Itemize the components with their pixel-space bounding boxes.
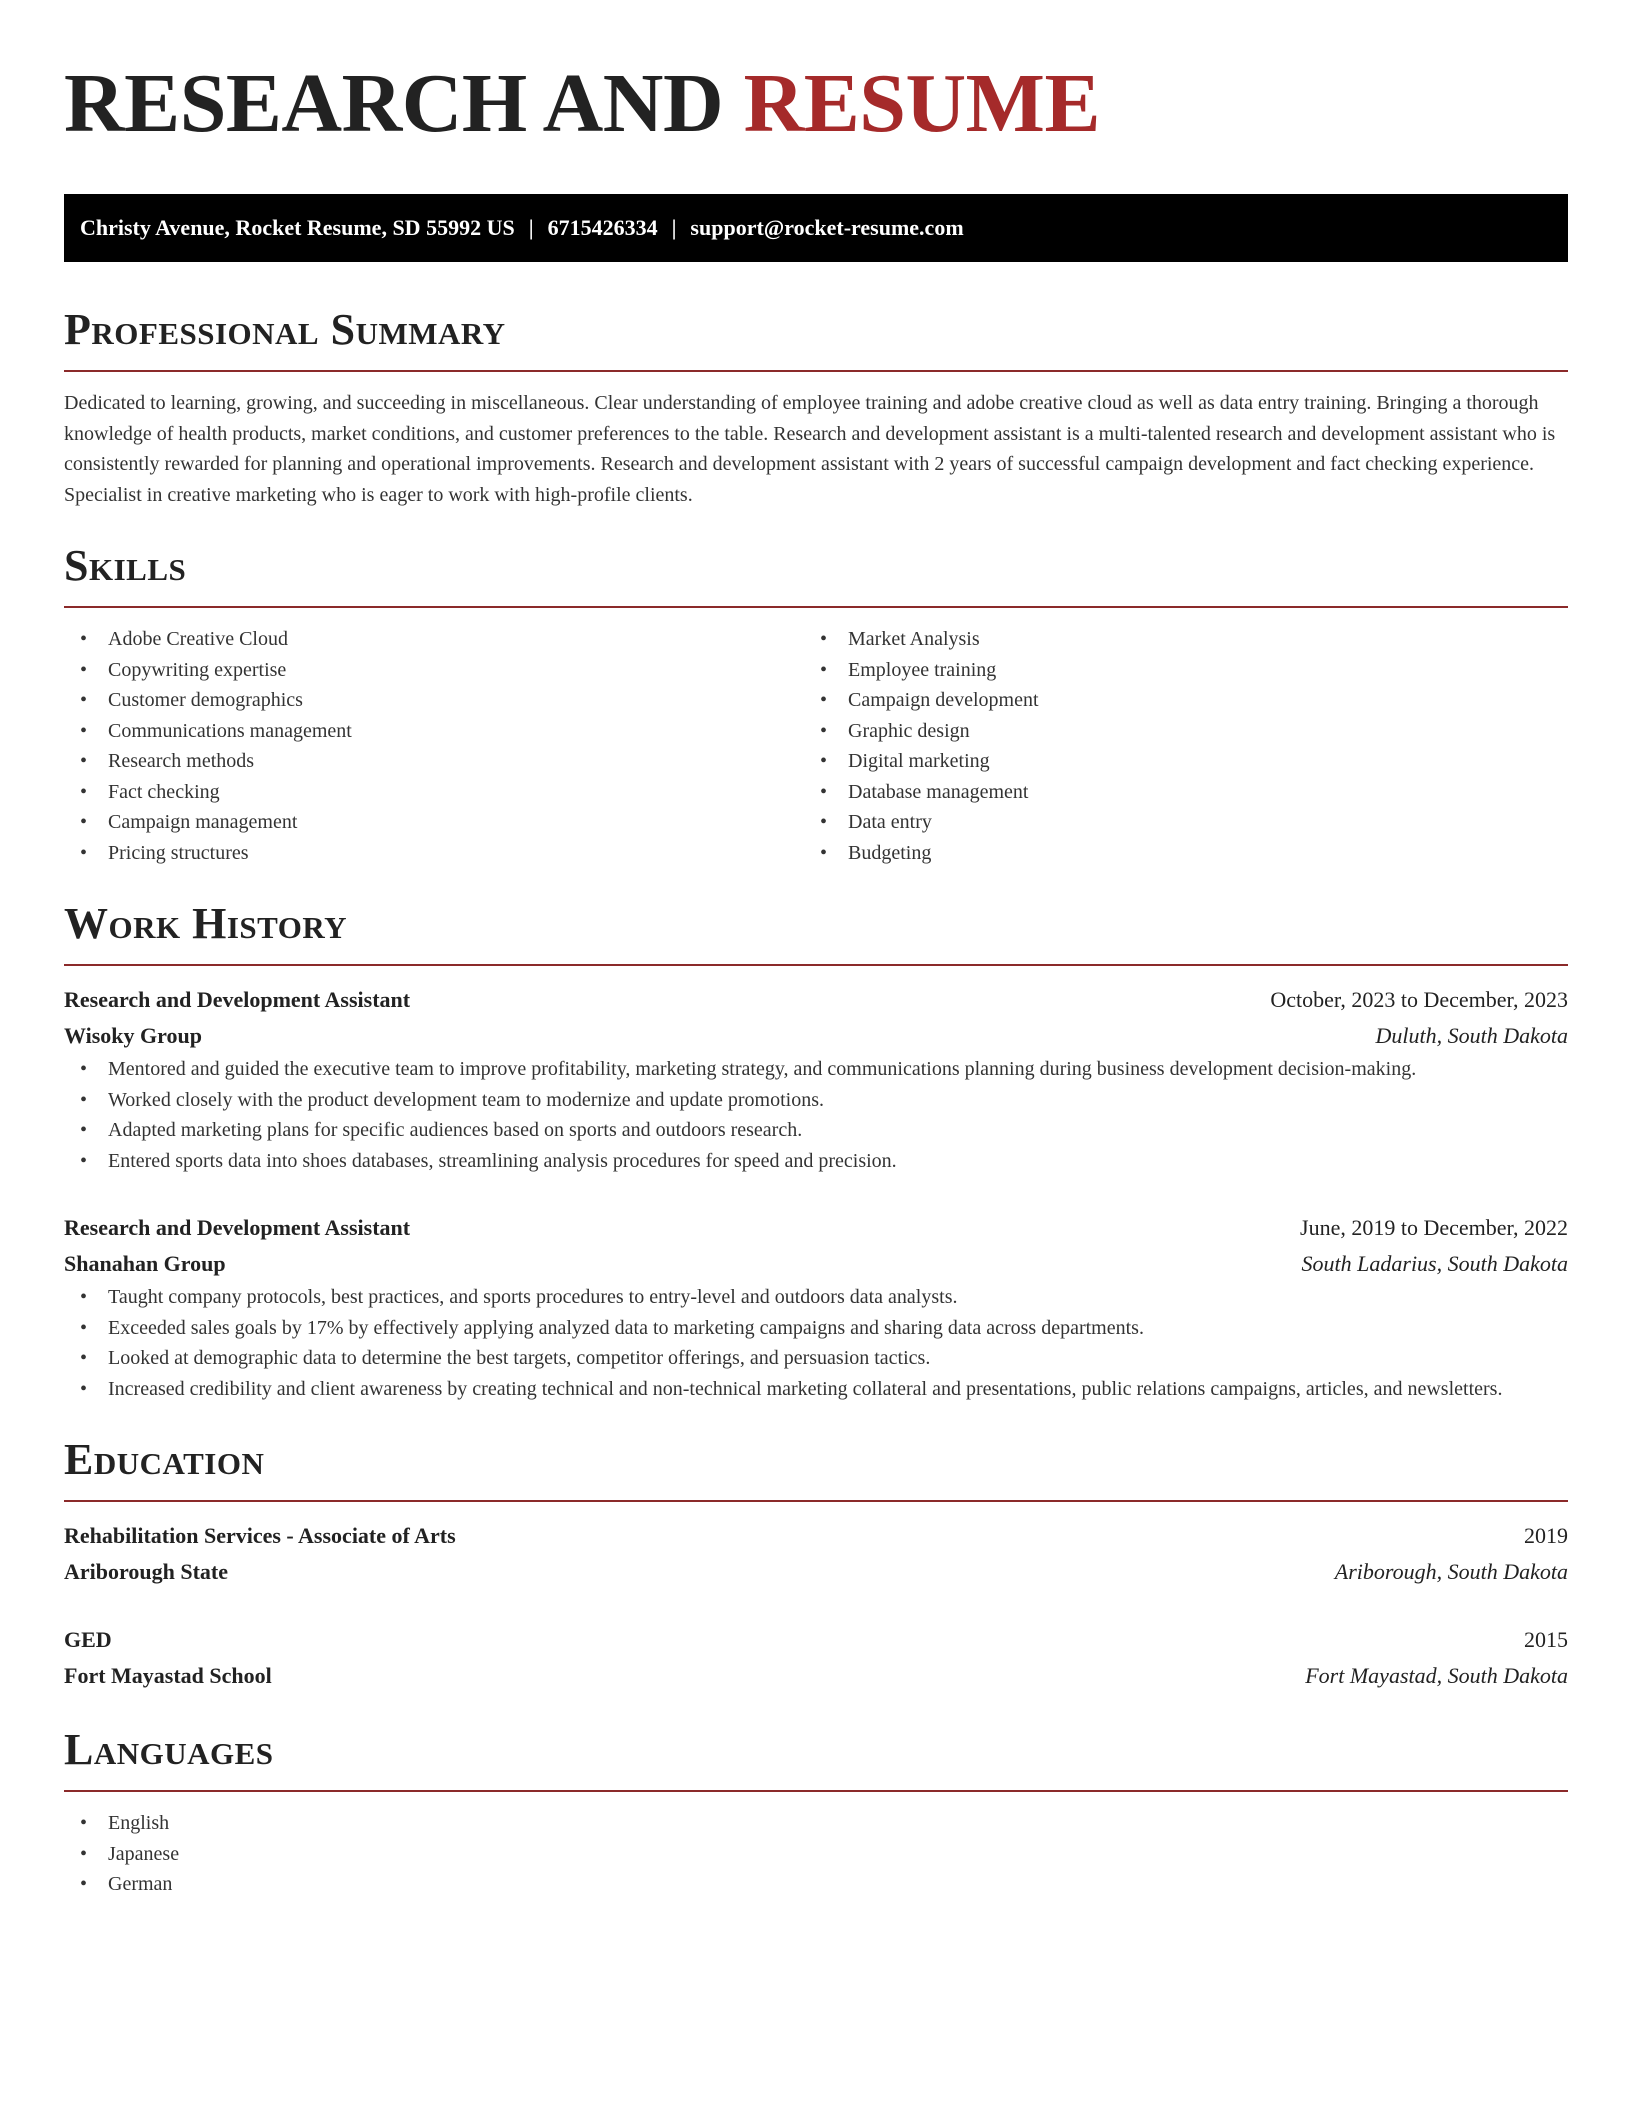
education-degree: Rehabilitation Services - Associate of Arts [64, 1523, 456, 1548]
resume-name [64, 56, 1568, 152]
name-accent-part: RESUME [743, 57, 1100, 150]
bullet-icon: • [80, 719, 88, 742]
bullet-icon: • [820, 841, 828, 864]
job-bullet [64, 1374, 1568, 1405]
skill-item [804, 655, 1544, 686]
job-company: Wisoky Group [64, 1023, 202, 1048]
language-item-text: German [108, 1873, 173, 1895]
skill-item-text: Employee training [848, 658, 997, 681]
job-bullet-text: Worked closely with the product development team to modernize and update promotions. [108, 1088, 824, 1111]
language-item-text: Japanese [108, 1842, 180, 1865]
skill-item [804, 807, 1544, 838]
education-location: Fort Mayastad, South Dakota [1305, 1663, 1568, 1688]
language-item [64, 1839, 1568, 1870]
section-title-skills: Skills [64, 541, 187, 590]
bullet-icon: • [820, 658, 828, 681]
education-degree: GED [64, 1627, 112, 1652]
skill-item-text: Adobe Creative Cloud [108, 628, 288, 650]
skill-item-text: Budgeting [848, 841, 932, 864]
bullet-icon: • [80, 1088, 88, 1111]
language-item [64, 1869, 1568, 1900]
skill-item-text: Copywriting expertise [108, 658, 287, 681]
job-header-row [64, 1210, 1568, 1246]
skill-item [804, 777, 1544, 808]
bullet-icon: • [80, 841, 88, 864]
skill-item [804, 838, 1544, 869]
bullet-icon: • [820, 628, 828, 650]
bullet-icon: • [80, 1119, 88, 1141]
bullet-icon: • [80, 1149, 88, 1172]
bullet-icon: • [80, 780, 88, 803]
bullet-icon: • [820, 719, 828, 742]
skill-item-text: Research methods [108, 750, 255, 772]
skill-item [804, 685, 1544, 716]
education-entry [64, 1622, 1568, 1694]
skill-item-text: Database management [848, 780, 1029, 803]
name-dark-part: RESEARCH AND [64, 57, 744, 150]
education-degree-row [64, 1622, 1568, 1658]
section-divider [64, 606, 1568, 608]
job-company-row [64, 1246, 1568, 1282]
contact-phone[interactable]: 6715426334 [547, 215, 658, 240]
bullet-icon: • [820, 811, 828, 833]
section-divider [64, 1500, 1568, 1502]
job-role: Research and Development Assistant [64, 987, 411, 1012]
skill-item [804, 716, 1544, 747]
bullet-icon: • [80, 1058, 88, 1080]
contact-bar [64, 194, 1568, 262]
education-degree-row [64, 1518, 1568, 1554]
bullet-icon: • [80, 1842, 88, 1865]
skill-item-text: Campaign development [848, 689, 1039, 711]
skill-item [64, 838, 804, 869]
job-bullets [64, 1054, 1568, 1176]
skill-item-text: Data entry [848, 811, 932, 833]
section-title-languages: Languages [64, 1725, 274, 1774]
job-bullet [64, 1115, 1568, 1146]
bullet-icon: • [820, 689, 828, 711]
education-year: 2019 [1524, 1523, 1568, 1548]
bullet-icon: • [80, 658, 88, 681]
skills-grid [64, 624, 1568, 868]
education-entry [64, 1518, 1568, 1590]
job-bullet [64, 1146, 1568, 1177]
skills-column-left [64, 624, 804, 868]
bullet-icon: • [80, 811, 88, 833]
job-bullet-text: Entered sports data into shoes databases, streamlining analysis procedures for speed and precision. [108, 1149, 897, 1172]
job-bullet-text: Exceeded sales goals by 17% by effectively applying analyzed data to marketing campaigns and sharing data across departments. [108, 1316, 1144, 1339]
bullet-icon: • [80, 1286, 88, 1308]
education-school: Ariborough State [64, 1559, 228, 1584]
bullet-icon: • [80, 1377, 88, 1400]
language-item-text: English [108, 1812, 170, 1834]
section-title-work: Work History [64, 899, 348, 948]
job-bullets [64, 1282, 1568, 1404]
job-dates: October, 2023 to December, 2023 [1270, 987, 1568, 1012]
contact-separator: | [671, 215, 677, 240]
job-bullet [64, 1085, 1568, 1116]
summary-text: Dedicated to learning, growing, and succeeding in miscellaneous. Clear understanding of employee training and adobe creative cloud as well as data entry training. Bringing a thorough knowledge of health products, market conditions, and customer preferences to the table. Research and development assistant is a multi-talented research and development assistant who is consistently rewarded for planning and operational improvements. Research and development assistant with 2 years of successful campaign development and fact checking experience. Specialist in creative marketing who is eager to work with high-profile clients. [64, 392, 1556, 506]
bullet-icon: • [820, 750, 828, 772]
job-bullet-text: Increased credibility and client awareness by creating technical and non-technical marketing collateral and presentations, public relations campaigns, articles, and newsletters. [108, 1377, 1503, 1400]
skill-item [64, 716, 804, 747]
job-dates: June, 2019 to December, 2022 [1300, 1215, 1568, 1240]
skill-item [64, 624, 804, 655]
skill-item [804, 746, 1544, 777]
skill-item [804, 624, 1544, 655]
bullet-icon: • [80, 1316, 88, 1339]
skill-item [64, 655, 804, 686]
section-divider [64, 1790, 1568, 1792]
skill-item-text: Graphic design [848, 719, 970, 742]
skill-item-text: Fact checking [108, 780, 220, 803]
language-item [64, 1808, 1568, 1839]
job-bullet-text: Taught company protocols, best practices, and sports procedures to entry-level and outdoors data analysts. [108, 1286, 958, 1308]
job-header-row [64, 982, 1568, 1018]
skill-item-text: Campaign management [108, 811, 298, 833]
job-bullet [64, 1343, 1568, 1374]
contact-separator: | [528, 215, 534, 240]
skill-item-text: Market Analysis [848, 628, 980, 650]
job-bullet-text: Looked at demographic data to determine the best targets, competitor offerings, and persuasion tactics. [108, 1347, 931, 1369]
contact-email[interactable]: support@rocket-resume.com [690, 215, 964, 240]
bullet-icon: • [80, 1347, 88, 1369]
job-bullet-text: Adapted marketing plans for specific audiences based on sports and outdoors research. [108, 1119, 803, 1141]
education-school-row [64, 1554, 1568, 1590]
bullet-icon: • [80, 628, 88, 650]
job-bullet [64, 1054, 1568, 1085]
skill-item [64, 685, 804, 716]
section-title-summary: Professional Summary [64, 305, 506, 354]
contact-address: Christy Avenue, Rocket Resume, SD 55992 US [80, 215, 515, 240]
education-year: 2015 [1524, 1627, 1568, 1652]
languages-list [64, 1808, 1568, 1900]
job-bullet-text: Mentored and guided the executive team to improve profitability, marketing strategy, and communications planning during business development decision-making. [108, 1058, 1417, 1080]
job-location: South Ladarius, South Dakota [1301, 1251, 1568, 1276]
skill-item-text: Digital marketing [848, 750, 990, 772]
bullet-icon: • [820, 780, 828, 803]
job-entry [64, 1210, 1568, 1404]
section-divider [64, 964, 1568, 966]
job-bullet [64, 1313, 1568, 1344]
skill-item [64, 746, 804, 777]
education-section [64, 1434, 1568, 1694]
bullet-icon: • [80, 1812, 88, 1834]
bullet-icon: • [80, 689, 88, 711]
education-school: Fort Mayastad School [64, 1663, 272, 1688]
education-school-row [64, 1658, 1568, 1694]
job-company-row [64, 1018, 1568, 1054]
skill-item [64, 807, 804, 838]
skill-item [64, 777, 804, 808]
skills-section [64, 540, 1568, 868]
education-location: Ariborough, South Dakota [1334, 1559, 1568, 1584]
job-location: Duluth, South Dakota [1375, 1023, 1568, 1048]
section-title-education: Education [64, 1435, 265, 1484]
skills-column-right [804, 624, 1544, 868]
bullet-icon: • [80, 1873, 88, 1895]
section-divider [64, 370, 1568, 372]
skill-item-text: Pricing structures [108, 841, 249, 864]
work-section [64, 898, 1568, 1404]
skill-item-text: Customer demographics [108, 689, 303, 711]
job-company: Shanahan Group [64, 1251, 226, 1276]
summary-section [64, 304, 1568, 510]
bullet-icon: • [80, 750, 88, 772]
languages-section [64, 1724, 1568, 1900]
job-entry [64, 982, 1568, 1176]
skill-item-text: Communications management [108, 719, 352, 742]
job-bullet [64, 1282, 1568, 1313]
job-role: Research and Development Assistant [64, 1215, 411, 1240]
